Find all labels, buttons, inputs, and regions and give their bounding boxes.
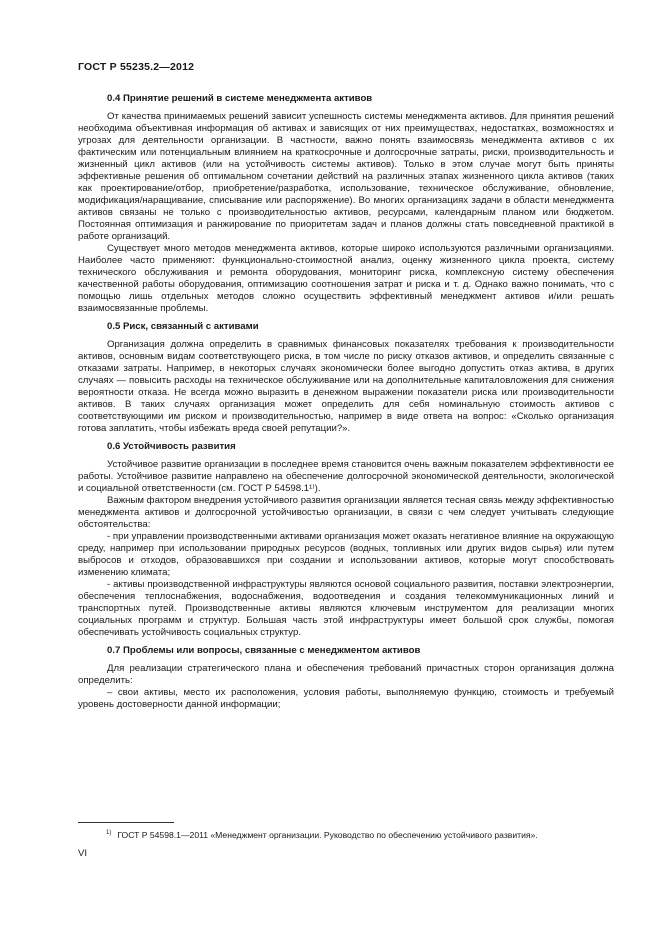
paragraph: От качества принимаемых решений зависит успешность системы менеджмента активов. Для принятия решений необходима объективная информация об активах и зависящих от них преимуществах, недостатках, возможностях и угрозах для деятельности организации. В частности, важно понять взаимосвязь менеджмента активов с их фактическим или потенциальным влиянием на краткосрочные и долгосрочные затраты, риски, производительность и жизненный цикл активов (или на устойчивость системы активов). Только в этом случае могут быть приняты эффективные решения об оптимальном сочетании действий на различных этапах жизненного цикла активов (таких как проектирование/отбор, приобретение/разработка, использование, техническое обслуживание, обновление, модификация/наращивание, списывание или распоряжение). Во многих организациях задачи в области менеджмента активов связаны не только с производительностью активов, ресурсами, календарным планом или бюджетом. Постоянная оптимизация и ранжирование по приоритетам задач и планов должны стать повседневной практикой в работе организаций. [78,111,614,242]
footnote-text: ГОСТ Р 54598.1—2011 «Менеджмент организации. Руководство по обеспечению устойчивого развития». [117,829,538,840]
section-heading: 0.5 Риск, связанный с активами [107,321,259,332]
paragraph: Существует много методов менеджмента активов, которые широко используются различными организациями. Наиболее часто применяют: функционально-стоимостной анализ, оценку жизненного цикла проекта, систему технического обслуживания и ремонта оборудования, мониторинг риска, комплексную систему обеспечения качественной работы оборудования, оптимизацию соотношения затрат и риска и т. д. Однако важно понимать, что с помощью лишь отдельных методов сложно осуществить эффективный менеджмент активов и/или решать взаимосвязанные проблемы. [78,243,614,314]
list-item: – свои активы, место их расположения, условия работы, выполняемую функцию, стоимость и требуемый уровень достоверности данной информации; [78,687,614,710]
section-heading: 0.7 Проблемы или вопросы, связанные с менеджментом активов [107,645,421,656]
paragraph: Для реализации стратегического плана и обеспечения требований причастных сторон организация должна определить: [78,663,614,686]
document-header: ГОСТ Р 55235.2—2012 [78,61,195,73]
footnote-mark: 1) [106,830,112,836]
section-heading: 0.4 Принятие решений в системе менеджмента активов [107,93,373,104]
list-item: - активы производственной инфраструктуры являются основой социального развития, поставки электроэнергии, обеспечения теплоснабжения, водоснабжения, водоотведения и создания телекоммуникационных линий и транспортных путей. Производственные активы являются ключевым инструментом для реализации многих социальных программ и структур. Большая часть этой инфраструктуры имеет большой срок службы, помогая обеспечивать устойчивость социальных структур. [78,579,614,638]
document-body [78,93,614,711]
page-number: VI [78,848,88,859]
list-item: - при управлении производственными активами организация может оказать негативное влияние на окружающую среду, например при использовании природных ресурсов (водных, топливных или других видов сырья) или путем выбросов и отходов, образовавшихся при создании и использовании активов, которые могут способствовать изменению климата; [78,531,614,578]
footnote [106,828,614,841]
section-heading: 0.6 Устойчивость развития [107,441,236,452]
paragraph: Важным фактором внедрения устойчивого развития организации является тесная связь между эффективностью менеджмента активов и долгосрочной устойчивостью организации, в связи с чем следует учитывать следующие обстоятельства: [78,495,614,530]
paragraph: Организация должна определить в сравнимых финансовых показателях требования к производительности активов, основным видам соответствующего риска, в том числе по риску отказов активов, и определить связанные с отказами затраты. Например, в некоторых случаях экономически более выгодно допустить отказ актива, в других случаях — повысить расходы на техническое обслуживание или на дополнительные капиталовложения для снижения вероятности отказа. Не всегда можно выразить в денежном выражении показатели риска или производительности активов. В таких случаях организация может определить для себя номинальную стоимость активов с соответствующими им риском и производительностью, например в виде ответа на вопрос: «Сколько организация готова заплатить, чтобы избежать вреда своей репутации?». [78,339,614,434]
paragraph: Устойчивое развитие организации в последнее время становится очень важным показателем эффективности ее работы. Устойчивое развитие направлено на обеспечение долгосрочной экономической деятельности, экологической и социальной ответственности (см. ГОСТ Р 54598.1¹⁾). [78,459,614,494]
footnote-separator [78,822,174,823]
